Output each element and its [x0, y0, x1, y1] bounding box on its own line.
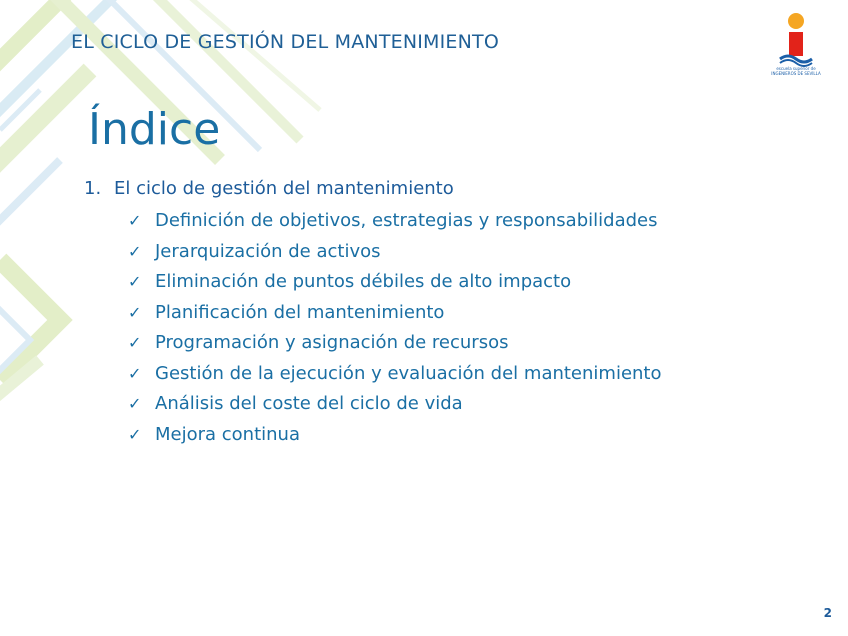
index-item-label: Análisis del coste del ciclo de vida — [155, 393, 463, 414]
index-item — [128, 424, 662, 455]
index-item — [128, 332, 662, 363]
check-icon: ✓ — [128, 333, 142, 352]
check-icon: ✓ — [128, 394, 142, 413]
section-number: 1. — [84, 178, 102, 199]
section-heading — [84, 178, 454, 199]
logo-caption-line1: escuela superior de — [776, 66, 816, 71]
school-logo — [766, 12, 826, 78]
check-icon: ✓ — [128, 424, 142, 444]
slide-number: 2 — [823, 606, 832, 620]
check-icon: ✓ — [128, 302, 142, 322]
index-item-label: Mejora continua — [155, 423, 300, 445]
index-item — [128, 210, 662, 241]
index-item — [128, 302, 662, 333]
index-item-label: Definición de objetivos, estrategias y responsabilidades — [155, 210, 658, 231]
index-item — [128, 363, 662, 394]
section-title: El ciclo de gestión del mantenimiento — [114, 178, 454, 199]
check-icon: ✓ — [128, 241, 142, 261]
index-list — [128, 210, 662, 454]
index-item-label: Eliminación de puntos débiles de alto impacto — [155, 271, 572, 292]
page-heading: Índice — [88, 104, 221, 155]
check-icon: ✓ — [128, 363, 142, 383]
index-item-label: Gestión de la ejecución y evaluación del mantenimiento — [155, 362, 662, 384]
index-item — [128, 241, 662, 272]
presentation-title: EL CICLO DE GESTIÓN DEL MANTENIMIENTO — [71, 31, 500, 53]
index-item-label: Jerarquización de activos — [155, 240, 381, 262]
check-icon: ✓ — [128, 211, 142, 230]
check-icon: ✓ — [128, 272, 142, 291]
logo-caption-line2: INGENIEROS DE SEVILLA — [771, 71, 821, 76]
index-item — [128, 271, 662, 302]
logo-emblem-icon — [766, 12, 826, 68]
index-item — [128, 393, 662, 424]
index-item-label: Programación y asignación de recursos — [155, 332, 509, 353]
index-item-label: Planificación del mantenimiento — [155, 301, 445, 323]
